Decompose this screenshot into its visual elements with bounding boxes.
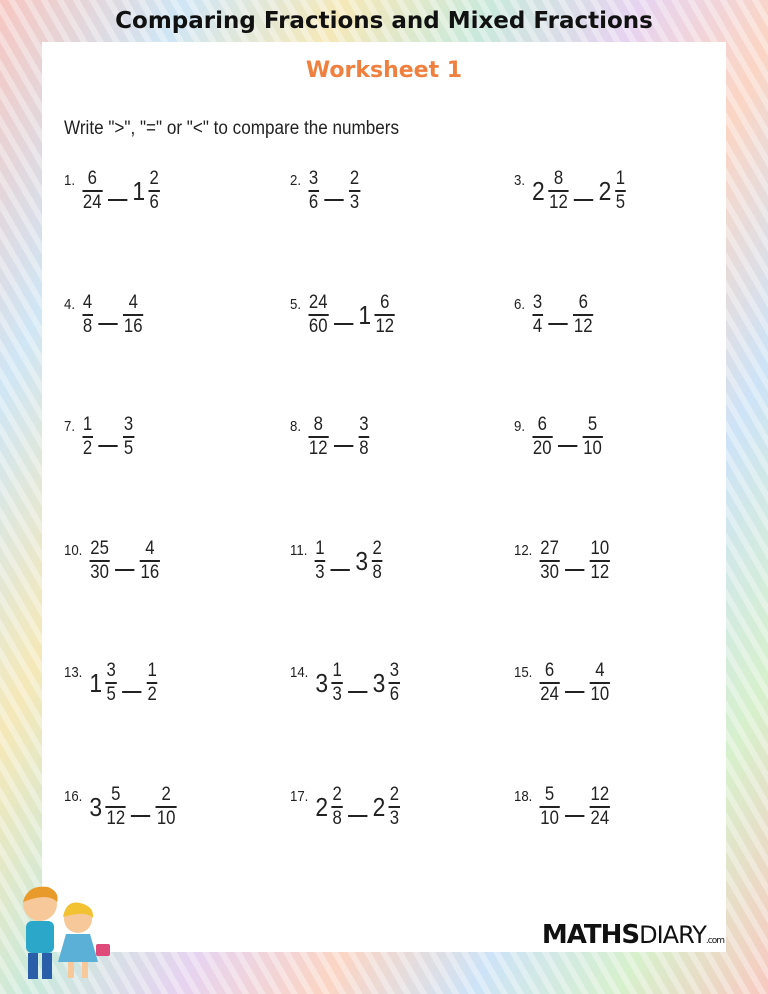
- fraction: [582, 414, 602, 460]
- whole-number: 3: [372, 667, 386, 698]
- worksheet-title: Comparing Fractions and Mixed Fractions: [115, 8, 653, 34]
- problem-10: [64, 538, 160, 584]
- fraction: [532, 414, 552, 460]
- denominator: 6: [308, 192, 319, 213]
- denominator: 24: [590, 808, 610, 829]
- problem-3: [514, 168, 626, 214]
- numerator: 6: [87, 168, 97, 189]
- numerator: 6: [537, 414, 547, 435]
- numerator: 2: [332, 784, 342, 805]
- denominator: 3: [389, 808, 400, 829]
- numerator: 6: [380, 292, 390, 313]
- whole-number: 2: [598, 175, 612, 206]
- logo-bold: MATHS: [541, 920, 640, 950]
- denominator: 12: [573, 316, 593, 337]
- fraction: [590, 784, 610, 830]
- fraction: [89, 538, 109, 584]
- problem-number: 18.: [514, 788, 533, 805]
- denominator: 12: [590, 562, 610, 583]
- problem-number: 5.: [290, 296, 302, 313]
- numerator: 12: [590, 784, 610, 805]
- whole-number: 3: [355, 545, 369, 576]
- problem-7: [64, 414, 134, 460]
- fraction: [375, 292, 395, 338]
- numerator: 5: [587, 414, 598, 435]
- numerator: 6: [578, 292, 588, 313]
- whole-number: 1: [358, 299, 372, 330]
- whole-number: 2: [532, 175, 545, 206]
- fraction: [332, 784, 343, 830]
- denominator: 3: [332, 684, 342, 705]
- worksheet-panel: [42, 42, 726, 952]
- numerator: 27: [540, 538, 559, 559]
- problem-15: [514, 660, 610, 706]
- problem-14: [290, 660, 400, 706]
- answer-blank[interactable]: [98, 445, 117, 447]
- denominator: 60: [308, 316, 328, 337]
- denominator: 5: [106, 684, 116, 705]
- problem-5: [290, 292, 395, 338]
- numerator: 10: [590, 538, 610, 559]
- answer-blank[interactable]: [331, 569, 350, 571]
- fraction: [539, 660, 559, 706]
- problem-1: [64, 168, 160, 214]
- fraction: [358, 414, 369, 460]
- numerator: 3: [308, 168, 319, 189]
- denominator: 6: [389, 684, 400, 705]
- problem-number: 1.: [64, 172, 76, 189]
- problem-11: [290, 538, 383, 584]
- fraction: [123, 292, 143, 338]
- denominator: 20: [532, 438, 552, 459]
- denominator: 10: [156, 808, 176, 829]
- whole-number: 2: [372, 791, 386, 822]
- denominator: 6: [149, 192, 159, 213]
- problem-number: 3.: [514, 172, 526, 189]
- numerator: 2: [389, 784, 400, 805]
- problem-4: [64, 292, 143, 338]
- denominator: 4: [532, 316, 543, 337]
- logo-suffix: .com: [705, 936, 724, 946]
- denominator: 3: [315, 562, 325, 583]
- answer-blank[interactable]: [348, 691, 367, 693]
- problem-number: 15.: [514, 664, 533, 681]
- numerator: 3: [389, 660, 400, 681]
- fraction: [123, 414, 134, 460]
- fraction: [82, 168, 102, 214]
- answer-blank[interactable]: [108, 199, 127, 201]
- answer-blank[interactable]: [98, 323, 117, 325]
- denominator: 5: [615, 192, 626, 213]
- fraction: [82, 292, 93, 338]
- answer-blank[interactable]: [558, 445, 577, 447]
- problem-number: 7.: [64, 418, 76, 435]
- worksheet-subtitle: Worksheet 1: [305, 58, 463, 83]
- fraction: [308, 414, 328, 460]
- denominator: 12: [549, 192, 568, 213]
- denominator: 8: [359, 438, 369, 459]
- problem-number: 6.: [514, 296, 526, 313]
- answer-blank[interactable]: [334, 445, 353, 447]
- denominator: 24: [540, 684, 559, 705]
- fraction: [149, 168, 160, 214]
- denominator: 30: [540, 562, 559, 583]
- answer-blank[interactable]: [565, 815, 584, 817]
- answer-blank[interactable]: [115, 569, 134, 571]
- numerator: 2: [149, 168, 159, 189]
- fraction: [532, 292, 543, 338]
- numerator: 4: [128, 292, 138, 313]
- denominator: 10: [590, 684, 610, 705]
- numerator: 5: [544, 784, 555, 805]
- whole-number: 1: [89, 667, 103, 698]
- numerator: 1: [332, 660, 342, 681]
- problem-number: 9.: [514, 418, 526, 435]
- fraction: [389, 784, 400, 830]
- fraction: [372, 538, 383, 584]
- problem-number: 4.: [64, 296, 76, 313]
- problem-12: [514, 538, 610, 584]
- answer-blank[interactable]: [348, 815, 367, 817]
- fraction: [615, 168, 626, 214]
- problem-2: [290, 168, 360, 214]
- numerator: 4: [82, 292, 93, 313]
- mathsdiary-logo: [542, 920, 724, 950]
- fraction: [539, 538, 559, 584]
- problem-9: [514, 414, 603, 460]
- fraction: [548, 168, 568, 214]
- numerator: 3: [359, 414, 369, 435]
- whole-number: 2: [315, 791, 329, 822]
- numerator: 24: [308, 292, 328, 313]
- problem-6: [514, 292, 593, 338]
- numerator: 25: [90, 538, 109, 559]
- problem-number: 17.: [290, 788, 309, 805]
- answer-blank[interactable]: [324, 199, 343, 201]
- denominator: 2: [147, 684, 157, 705]
- numerator: 3: [123, 414, 134, 435]
- fraction: [349, 168, 360, 214]
- denominator: 2: [82, 438, 93, 459]
- problem-16: [64, 784, 176, 830]
- numerator: 1: [147, 660, 157, 681]
- answer-blank[interactable]: [334, 323, 353, 325]
- problem-number: 10.: [64, 542, 83, 559]
- problem-number: 14.: [290, 664, 309, 681]
- denominator: 5: [123, 438, 134, 459]
- problem-number: 2.: [290, 172, 302, 189]
- whole-number: 3: [89, 791, 103, 822]
- answer-blank[interactable]: [131, 815, 150, 817]
- denominator: 10: [540, 808, 559, 829]
- logo-light: DIARY: [639, 921, 706, 949]
- denominator: 12: [308, 438, 328, 459]
- denominator: 24: [82, 192, 102, 213]
- denominator: 8: [332, 808, 342, 829]
- denominator: 12: [375, 316, 395, 337]
- fraction: [389, 660, 400, 706]
- answer-blank[interactable]: [122, 691, 141, 693]
- numerator: 4: [595, 660, 605, 681]
- answer-blank[interactable]: [574, 199, 593, 201]
- denominator: 16: [140, 562, 160, 583]
- problem-18: [514, 784, 610, 830]
- fraction: [308, 292, 328, 338]
- answer-blank[interactable]: [548, 323, 567, 325]
- numerator: 4: [145, 538, 155, 559]
- numerator: 5: [111, 784, 121, 805]
- fraction: [106, 784, 126, 830]
- problem-number: 8.: [290, 418, 302, 435]
- fraction: [590, 538, 610, 584]
- fraction: [106, 660, 117, 706]
- numerator: 8: [313, 414, 323, 435]
- fraction: [314, 538, 325, 584]
- denominator: 8: [372, 562, 382, 583]
- problem-number: 11.: [290, 542, 308, 559]
- fraction: [539, 784, 559, 830]
- problem-8: [290, 414, 369, 460]
- numerator: 2: [349, 168, 360, 189]
- problem-number: 16.: [64, 788, 83, 805]
- instructions: Write ">", "=" or "<" to compare the numbers: [64, 118, 400, 139]
- numerator: 2: [161, 784, 171, 805]
- denominator: 10: [583, 438, 602, 459]
- denominator: 3: [349, 192, 360, 213]
- problem-number: 12.: [514, 542, 533, 559]
- fraction: [147, 660, 158, 706]
- denominator: 12: [106, 808, 126, 829]
- fraction: [82, 414, 93, 460]
- denominator: 30: [90, 562, 109, 583]
- answer-blank[interactable]: [565, 569, 584, 571]
- fraction: [308, 168, 319, 214]
- numerator: 6: [544, 660, 555, 681]
- fraction: [590, 660, 610, 706]
- fraction: [156, 784, 176, 830]
- problem-17: [290, 784, 400, 830]
- problem-number: 13.: [64, 664, 83, 681]
- numerator: 2: [372, 538, 382, 559]
- whole-number: 1: [132, 175, 146, 206]
- denominator: 16: [123, 316, 143, 337]
- numerator: 3: [532, 292, 543, 313]
- whole-number: 3: [315, 667, 329, 698]
- numerator: 8: [553, 168, 564, 189]
- fraction: [573, 292, 593, 338]
- denominator: 8: [82, 316, 93, 337]
- kids-illustration-icon: [8, 884, 118, 984]
- numerator: 3: [106, 660, 116, 681]
- fraction: [140, 538, 160, 584]
- answer-blank[interactable]: [565, 691, 584, 693]
- numerator: 1: [82, 414, 93, 435]
- fraction: [332, 660, 343, 706]
- problem-13: [64, 660, 158, 706]
- numerator: 1: [315, 538, 325, 559]
- numerator: 1: [615, 168, 626, 189]
